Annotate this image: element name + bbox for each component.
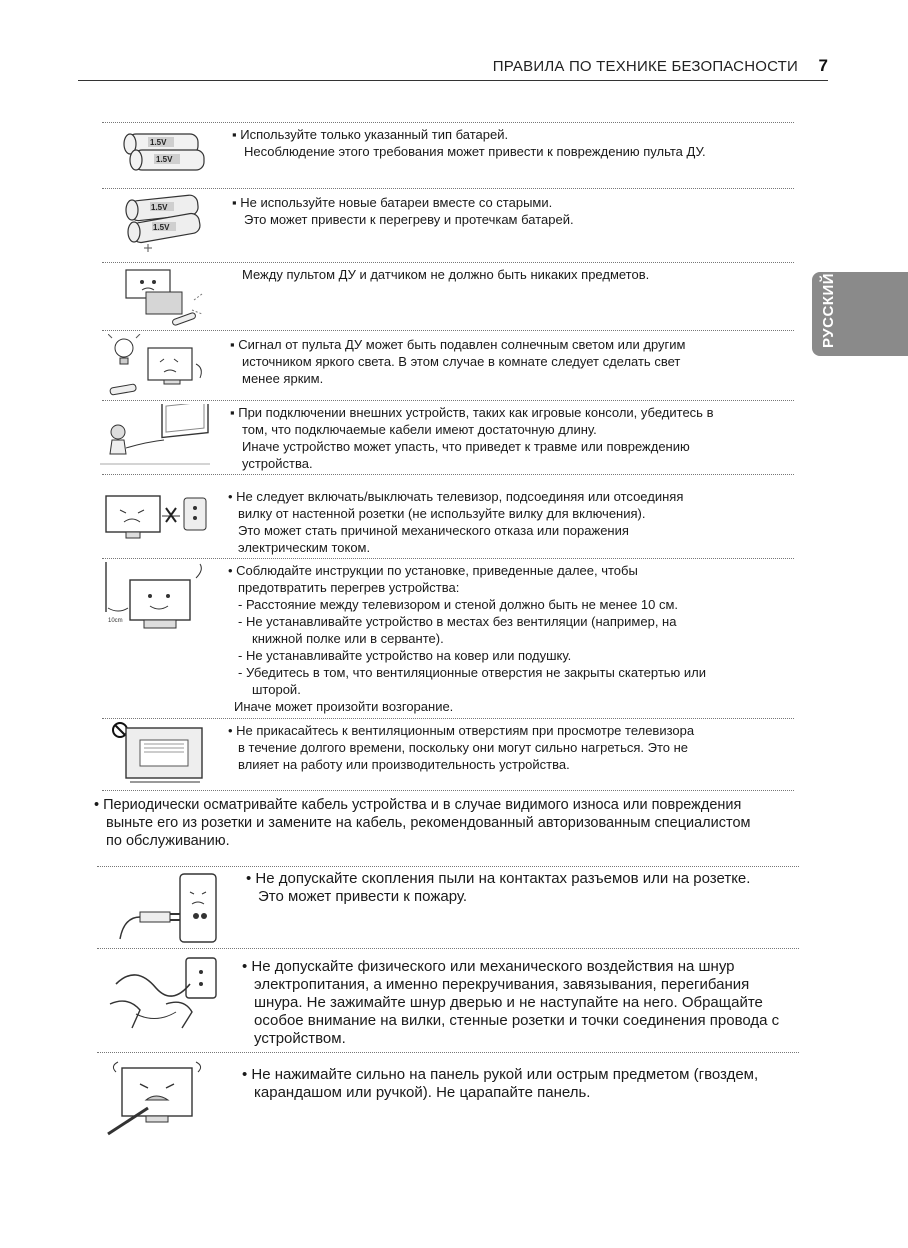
divider	[102, 558, 794, 559]
divider	[102, 718, 794, 719]
ventilation-distance-icon	[100, 562, 212, 652]
battery-label: 1.5V	[151, 203, 168, 212]
battery-label: 1.5V	[156, 155, 173, 164]
item-text: Между пультом ДУ и датчиком не должно быть никаких предметов.	[242, 267, 650, 282]
old-new-batteries-icon	[118, 192, 208, 258]
item-text: ▪ При подключении внешних устройств, таких как игровые консоли, убедитесь в том, что подключаемые кабели имеют достаточную длину. Иначе устройство может упасть, что приведет к травме или повреждению устройства.	[230, 405, 714, 471]
item-text: ▪ Сигнал от пульта ДУ может быть подавлен солнечным светом или другим источником яркого света. В этом случае в комнате следует сделать свет менее ярким.	[230, 337, 686, 386]
item-text: • Не допускайте физического или механического воздействия на шнур электропитания, а именно перекручивания, завязывания, перегибания шнура. Не зажимайте шнур дверью и не наступайте на него. Обращайте особое внимание на вилки, стенные розетки и точки соединения провода с устройством.	[242, 958, 780, 1047]
batteries-icon	[118, 128, 208, 180]
power-cord-damage-icon	[106, 954, 222, 1034]
language-tab-label: РУССКИЙ	[820, 272, 837, 348]
battery-label: 1.5V	[150, 138, 167, 147]
divider	[102, 188, 794, 189]
item-text: • Не прикасайтесь к вентиляционным отверстиям при просмотре телевизора в течение долгого времени, поскольку они могут сильно нагреться. Это не влияет на работу или производительность устройства.	[228, 723, 695, 772]
wall-plug-icon	[104, 488, 212, 550]
item-text: • Не следует включать/выключать телевизор, подсоединяя или отсоединяя вилку от настенной розетки (не используйте вилку для включения). Это может стать причиной механического отказа или поражения электрическим током.	[228, 489, 684, 555]
page-number: 7	[818, 56, 828, 75]
hot-vents-icon	[110, 720, 210, 786]
divider	[102, 330, 794, 331]
divider	[102, 262, 794, 263]
divider	[102, 790, 794, 791]
battery-label: 1.5V	[153, 223, 170, 232]
panel-scratch-icon	[106, 1060, 206, 1136]
distance-label: 10cm	[108, 618, 123, 624]
item-text: • Не нажимайте сильно на панель рукой или острым предметом (гвоздем, карандашом или ручкой). Не царапайте панель.	[242, 1066, 759, 1101]
language-tab	[812, 272, 908, 356]
item-text: • Соблюдайте инструкции по установке, приведенные далее, чтобы предотвратить перегрев устройства: - Расстояние между телевизором и стеной должно быть не менее 10 см. - Не устанавливайте устройство в местах без вентиляции (например, на книжной полке или в серванте). - Не устанавливайте устройство на ковер или подушку. - Убедитесь в том, что вентиляционные отверстия не закрыты скатертью или шторой. Иначе может произойти возгорание.	[228, 563, 707, 714]
remote-obstacle-icon	[112, 266, 208, 326]
item-text: • Не допускайте скопления пыли на контактах разъемов или на розетке. Это может привести к пожару.	[246, 870, 751, 905]
item-text: ▪ Не используйте новые батареи вместе со старыми. Это может привести к перегреву и протечкам батарей.	[232, 195, 574, 227]
divider	[102, 400, 794, 401]
divider	[97, 866, 799, 867]
dusty-socket-icon	[116, 870, 220, 946]
cable-length-icon	[100, 404, 212, 470]
divider	[102, 122, 794, 123]
item-text: ▪ Используйте только указанный тип батарей. Несоблюдение этого требования может привести к повреждению пульта ДУ.	[232, 127, 706, 159]
bright-light-tv-icon	[108, 334, 212, 398]
divider	[102, 474, 794, 475]
divider	[97, 1052, 799, 1053]
divider	[97, 948, 799, 949]
cable-inspection-note: • Периодически осматривайте кабель устройства и в случае видимого износа или повреждения выньте его из розетки и замените на кабель, рекомендованный авторизованным специалистом по обслуживанию.	[94, 797, 751, 849]
header-divider	[78, 80, 828, 81]
page-header-title: ПРАВИЛА ПО ТЕХНИКЕ БЕЗОПАСНОСТИ	[492, 58, 798, 75]
